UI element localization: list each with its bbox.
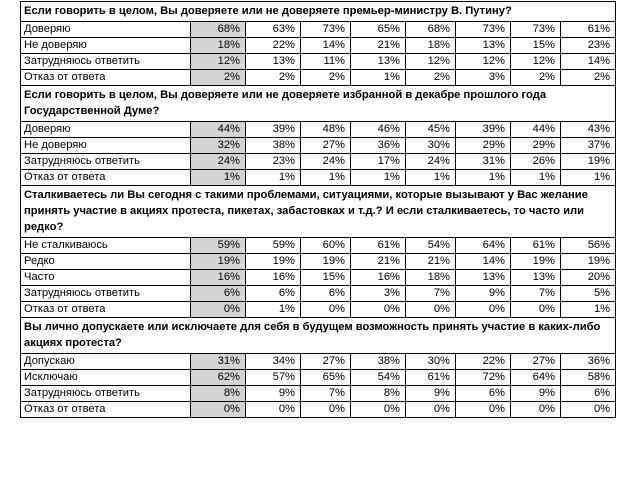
value-cell: 19%	[511, 254, 561, 270]
question-row	[21, 2, 616, 22]
value-cell: 63%	[246, 22, 301, 38]
table-row	[21, 270, 616, 286]
value-cell: 15%	[301, 270, 351, 286]
value-cell: 64%	[456, 238, 511, 254]
value-cell: 27%	[511, 354, 561, 370]
value-cell: 2%	[511, 70, 561, 86]
value-cell: 27%	[301, 354, 351, 370]
value-cell: 9%	[406, 386, 456, 402]
table-row	[21, 238, 616, 254]
answer-label: Допускаю	[21, 354, 191, 370]
value-cell: 27%	[301, 138, 351, 154]
value-cell: 14%	[456, 254, 511, 270]
question-text: Если говорить в целом, Вы доверяете или не доверяете избранной в декабре прошлого года Государственной Думе?	[21, 86, 616, 122]
value-cell: 0%	[351, 302, 406, 318]
value-cell: 6%	[561, 386, 616, 402]
value-cell: 29%	[456, 138, 511, 154]
value-cell: 1%	[561, 302, 616, 318]
value-cell: 30%	[406, 138, 456, 154]
value-cell: 13%	[246, 54, 301, 70]
answer-label: Отказ от ответа	[21, 170, 191, 186]
table-row	[21, 370, 616, 386]
value-cell: 2%	[406, 70, 456, 86]
value-cell: 6%	[301, 286, 351, 302]
value-cell: 0%	[406, 302, 456, 318]
table-row	[21, 354, 616, 370]
value-cell: 2%	[246, 70, 301, 86]
value-cell: 43%	[561, 122, 616, 138]
value-cell: 0%	[246, 402, 301, 418]
value-cell: 16%	[246, 270, 301, 286]
value-cell: 22%	[246, 38, 301, 54]
answer-label: Затрудняюсь ответить	[21, 286, 191, 302]
value-cell: 58%	[561, 370, 616, 386]
value-cell: 6%	[246, 286, 301, 302]
total-value-cell: 6%	[191, 286, 246, 302]
question-text: Вы лично допускаете или исключаете для себя в будущем возможность принять участие в каких-либо акциях протеста?	[21, 318, 616, 354]
value-cell: 61%	[406, 370, 456, 386]
value-cell: 0%	[301, 402, 351, 418]
total-value-cell: 2%	[191, 70, 246, 86]
value-cell: 1%	[351, 70, 406, 86]
value-cell: 61%	[561, 22, 616, 38]
value-cell: 23%	[561, 38, 616, 54]
table-row	[21, 154, 616, 170]
answer-label: Отказ от ответа	[21, 302, 191, 318]
value-cell: 16%	[351, 270, 406, 286]
answer-label: Доверяю	[21, 22, 191, 38]
question-row	[21, 186, 616, 238]
answer-label: Не доверяю	[21, 138, 191, 154]
total-value-cell: 24%	[191, 154, 246, 170]
value-cell: 73%	[301, 22, 351, 38]
table-row	[21, 22, 616, 38]
value-cell: 68%	[406, 22, 456, 38]
value-cell: 59%	[246, 238, 301, 254]
value-cell: 1%	[301, 170, 351, 186]
answer-label: Затрудняюсь ответить	[21, 154, 191, 170]
value-cell: 9%	[456, 286, 511, 302]
table-row	[21, 170, 616, 186]
value-cell: 73%	[511, 22, 561, 38]
total-value-cell: 12%	[191, 54, 246, 70]
value-cell: 22%	[456, 354, 511, 370]
value-cell: 15%	[511, 38, 561, 54]
value-cell: 57%	[246, 370, 301, 386]
table-row	[21, 38, 616, 54]
value-cell: 37%	[561, 138, 616, 154]
value-cell: 11%	[301, 54, 351, 70]
total-value-cell: 8%	[191, 386, 246, 402]
value-cell: 34%	[246, 354, 301, 370]
value-cell: 7%	[511, 286, 561, 302]
value-cell: 13%	[511, 270, 561, 286]
value-cell: 12%	[511, 54, 561, 70]
table-row	[21, 286, 616, 302]
value-cell: 13%	[456, 270, 511, 286]
value-cell: 0%	[511, 302, 561, 318]
value-cell: 36%	[561, 354, 616, 370]
table-row	[21, 402, 616, 418]
value-cell: 12%	[456, 54, 511, 70]
value-cell: 5%	[561, 286, 616, 302]
question-row	[21, 86, 616, 122]
value-cell: 0%	[351, 402, 406, 418]
table-row	[21, 122, 616, 138]
value-cell: 24%	[406, 154, 456, 170]
answer-label: Затрудняюсь ответить	[21, 386, 191, 402]
value-cell: 0%	[406, 402, 456, 418]
answer-label: Доверяю	[21, 122, 191, 138]
value-cell: 0%	[511, 402, 561, 418]
total-value-cell: 59%	[191, 238, 246, 254]
table-row	[21, 70, 616, 86]
value-cell: 18%	[406, 38, 456, 54]
value-cell: 2%	[301, 70, 351, 86]
total-value-cell: 0%	[191, 402, 246, 418]
value-cell: 23%	[246, 154, 301, 170]
value-cell: 72%	[456, 370, 511, 386]
total-value-cell: 0%	[191, 302, 246, 318]
value-cell: 13%	[456, 38, 511, 54]
value-cell: 7%	[301, 386, 351, 402]
value-cell: 46%	[351, 122, 406, 138]
value-cell: 31%	[456, 154, 511, 170]
value-cell: 17%	[351, 154, 406, 170]
value-cell: 26%	[511, 154, 561, 170]
value-cell: 64%	[511, 370, 561, 386]
total-value-cell: 31%	[191, 354, 246, 370]
value-cell: 29%	[511, 138, 561, 154]
answer-label: Исключаю	[21, 370, 191, 386]
value-cell: 6%	[456, 386, 511, 402]
value-cell: 1%	[246, 170, 301, 186]
answer-label: Затрудняюсь ответить	[21, 54, 191, 70]
value-cell: 39%	[456, 122, 511, 138]
value-cell: 2%	[561, 70, 616, 86]
survey-table	[20, 1, 616, 418]
value-cell: 24%	[301, 154, 351, 170]
value-cell: 21%	[351, 254, 406, 270]
question-text: Если говорить в целом, Вы доверяете или не доверяете премьер-министру В. Путину?	[21, 2, 616, 22]
answer-label: Редко	[21, 254, 191, 270]
total-value-cell: 62%	[191, 370, 246, 386]
answer-label: Не сталкиваюсь	[21, 238, 191, 254]
value-cell: 45%	[406, 122, 456, 138]
total-value-cell: 32%	[191, 138, 246, 154]
value-cell: 61%	[351, 238, 406, 254]
value-cell: 18%	[406, 270, 456, 286]
value-cell: 65%	[351, 22, 406, 38]
value-cell: 20%	[561, 270, 616, 286]
total-value-cell: 1%	[191, 170, 246, 186]
value-cell: 0%	[301, 302, 351, 318]
value-cell: 19%	[561, 254, 616, 270]
value-cell: 21%	[351, 38, 406, 54]
value-cell: 44%	[511, 122, 561, 138]
total-value-cell: 19%	[191, 254, 246, 270]
value-cell: 56%	[561, 238, 616, 254]
value-cell: 60%	[301, 238, 351, 254]
table-row	[21, 302, 616, 318]
value-cell: 48%	[301, 122, 351, 138]
value-cell: 13%	[351, 54, 406, 70]
value-cell: 19%	[561, 154, 616, 170]
table-row	[21, 138, 616, 154]
value-cell: 1%	[511, 170, 561, 186]
value-cell: 3%	[456, 70, 511, 86]
value-cell: 8%	[351, 386, 406, 402]
value-cell: 1%	[246, 302, 301, 318]
total-value-cell: 44%	[191, 122, 246, 138]
value-cell: 14%	[301, 38, 351, 54]
value-cell: 1%	[406, 170, 456, 186]
value-cell: 73%	[456, 22, 511, 38]
value-cell: 65%	[301, 370, 351, 386]
question-row	[21, 318, 616, 354]
question-text: Сталкиваетесь ли Вы сегодня с такими проблемами, ситуациями, которые вызывают у Вас желание принять участие в акциях протеста, пикетах, забастовках и т.д.? И если сталкиваетесь, то часто или редко?	[21, 186, 616, 238]
value-cell: 38%	[246, 138, 301, 154]
value-cell: 38%	[351, 354, 406, 370]
value-cell: 7%	[406, 286, 456, 302]
value-cell: 0%	[456, 402, 511, 418]
value-cell: 1%	[561, 170, 616, 186]
total-value-cell: 68%	[191, 22, 246, 38]
value-cell: 39%	[246, 122, 301, 138]
answer-label: Отказ от ответа	[21, 70, 191, 86]
value-cell: 9%	[511, 386, 561, 402]
value-cell: 12%	[406, 54, 456, 70]
table-row	[21, 254, 616, 270]
total-value-cell: 18%	[191, 38, 246, 54]
value-cell: 30%	[406, 354, 456, 370]
value-cell: 0%	[561, 402, 616, 418]
value-cell: 36%	[351, 138, 406, 154]
table-row	[21, 54, 616, 70]
value-cell: 61%	[511, 238, 561, 254]
value-cell: 0%	[456, 302, 511, 318]
answer-label: Не доверяю	[21, 38, 191, 54]
value-cell: 3%	[351, 286, 406, 302]
value-cell: 19%	[301, 254, 351, 270]
value-cell: 54%	[351, 370, 406, 386]
table-row	[21, 386, 616, 402]
answer-label: Отказ от ответа	[21, 402, 191, 418]
value-cell: 21%	[406, 254, 456, 270]
value-cell: 9%	[246, 386, 301, 402]
answer-label: Часто	[21, 270, 191, 286]
value-cell: 14%	[561, 54, 616, 70]
total-value-cell: 16%	[191, 270, 246, 286]
value-cell: 54%	[406, 238, 456, 254]
value-cell: 1%	[456, 170, 511, 186]
value-cell: 1%	[351, 170, 406, 186]
value-cell: 19%	[246, 254, 301, 270]
